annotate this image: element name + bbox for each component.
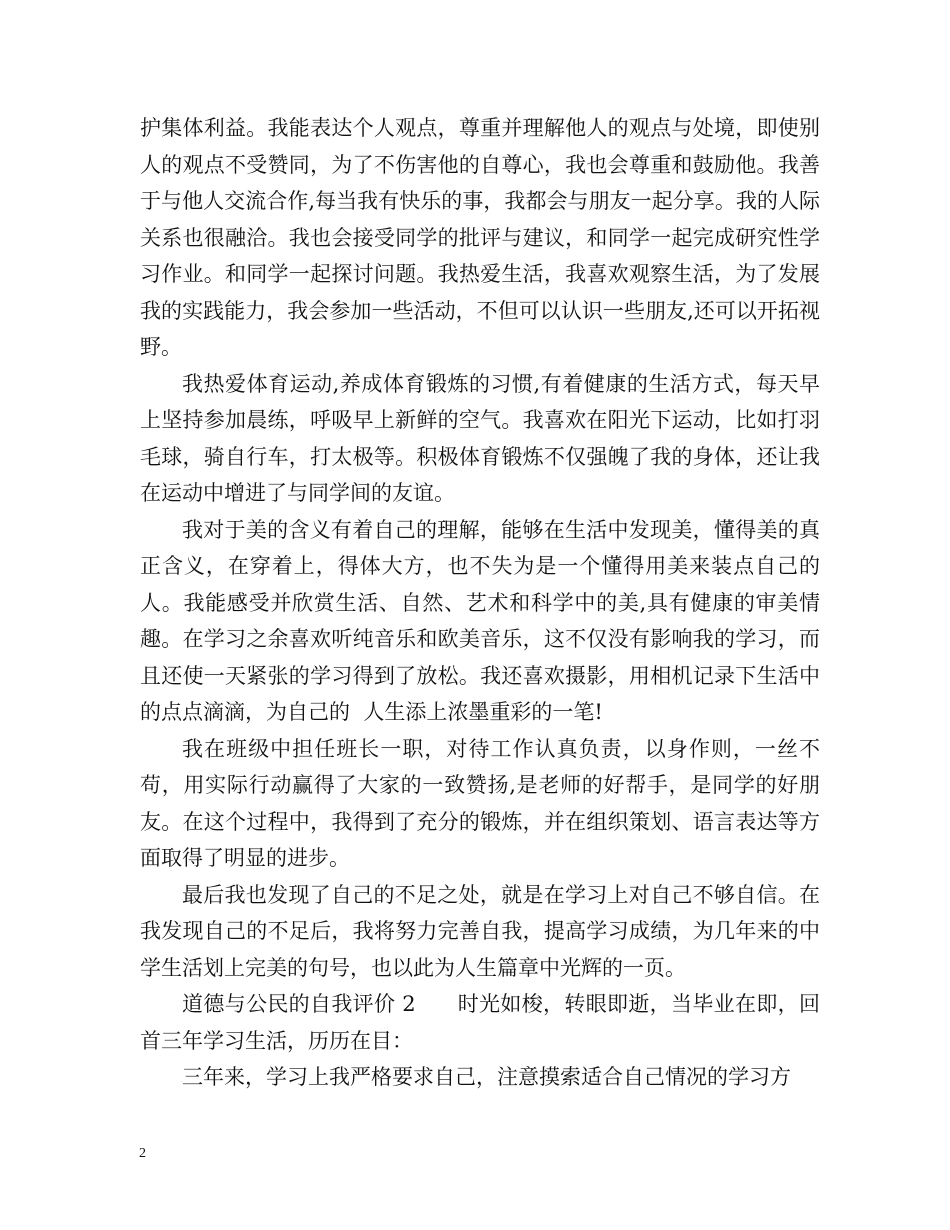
document-body — [140, 110, 820, 1096]
page-number: 2 — [139, 1146, 146, 1161]
paragraph-sports: 我热爱体育运动,养成体育锻炼的习惯,有着健康的生活方式，每天早上坚持参加晨练，呼吸早上新鲜的空气。我喜欢在阳光下运动，比如打羽毛球，骑自行车，打太极等。积极体育锻炼不仅强魄了我的身体，还让我在运动中增进了与同学间的友谊。 — [140, 371, 820, 505]
paragraph-shortcomings: 最后我也发现了自己的不足之处，就是在学习上对自己不够自信。在我发现自己的不足后，我将努力完善自我，提高学习成绩，为几年来的中学生活划上完美的句号，也以此为人生篇章中光辉的一页。 — [140, 882, 820, 980]
paragraph-class-monitor: 我在班级中担任班长一职，对待工作认真负责，以身作则，一丝不苟，用实际行动赢得了大家的一致赞扬,是老师的好帮手，是同学的好朋友。在这个过程中，我得到了充分的锻炼，并在组织策划、语言表达等方面取得了明显的进步。 — [140, 736, 820, 870]
paragraph-evaluation-2-heading: 道德与公民的自我评价 2 时光如梭，转眼即逝，当毕业在即，回首三年学习生活，历历在目： — [140, 992, 820, 1053]
paragraph-three-years: 三年来，学习上我严格要求自己，注意摸索适合自己情况的学习方 — [182, 1065, 791, 1089]
paragraph-continued: 护集体利益。我能表达个人观点，尊重并理解他人的观点与处境，即使别人的观点不受赞同，为了不伤害他的自尊心，我也会尊重和鼓励他。我善于与他人交流合作,每当我有快乐的事，我都会与朋友一起分享。我的人际关系也很融洽。我也会接受同学的批评与建议，和同学一起完成研究性学习作业。和同学一起探讨问题。我热爱生活，我喜欢观察生活，为了发展我的实践能力，我会参加一些活动，不但可以认识一些朋友,还可以开拓视野。 — [140, 116, 820, 359]
paragraph-aesthetics: 我对于美的含义有着自己的理解，能够在生活中发现美，懂得美的真正含义，在穿着上，得体大方，也不失为是一个懂得用美来装点自己的人。我能感受并欣赏生活、自然、艺术和科学中的美,具有健康的审美情趣。在学习之余喜欢听纯音乐和欧美音乐，这不仅没有影响我的学习，而且还使一天紧张的学习得到了放松。我还喜欢摄影，用相机记录下生活中的点点滴滴，为自己的 人生添上浓墨重彩的一笔! — [140, 517, 820, 724]
